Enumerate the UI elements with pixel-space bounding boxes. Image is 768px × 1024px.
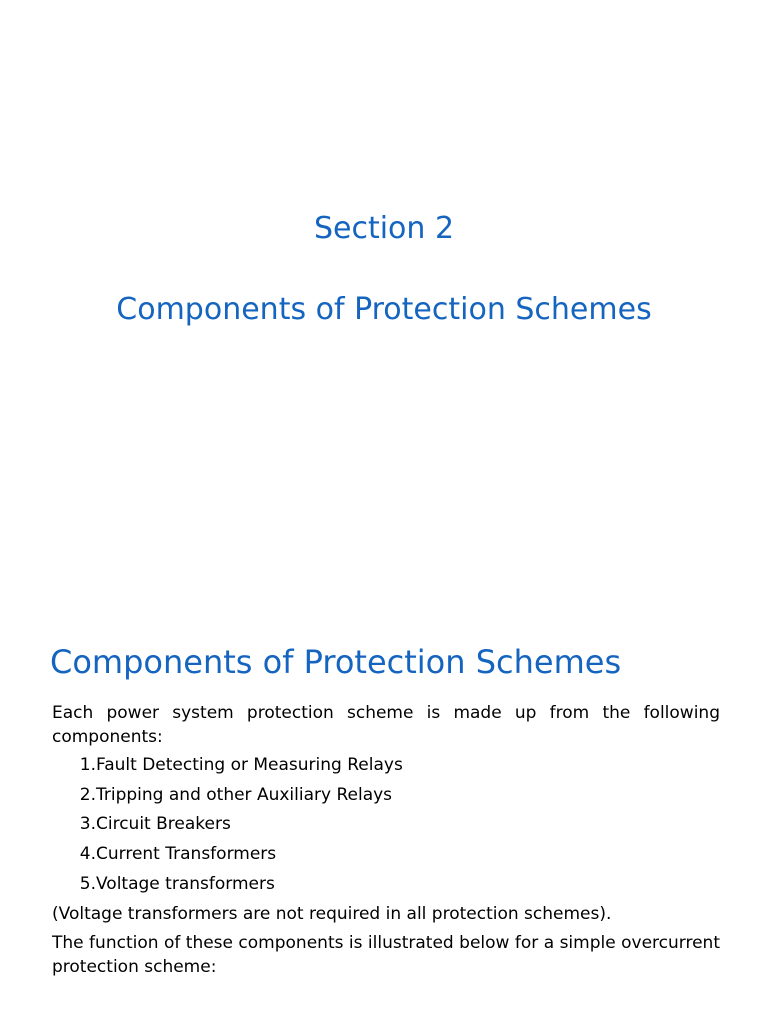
list-item-number: 3. (79, 814, 96, 835)
list-item (52, 783, 393, 813)
list-item-number: 1. (79, 755, 96, 775)
list-item (52, 812, 231, 842)
list-item-label: Tripping and other Auxiliary Relays (96, 784, 393, 805)
list-item-number: 2. (79, 784, 96, 805)
list-item (52, 753, 403, 783)
list-item-label: Current Transformers (96, 844, 277, 865)
list-item-label: Circuit Breakers (96, 814, 231, 835)
slide-heading: Components of Protection Schemes (50, 643, 622, 681)
list-item-label: Fault Detecting or Measuring Relays (96, 755, 403, 775)
component-list (52, 753, 403, 901)
list-item-label: Voltage transformers (96, 873, 275, 894)
note-text: (Voltage transformers are not required in all protection schemes). (52, 904, 612, 924)
list-item (52, 872, 275, 902)
list-item (52, 842, 277, 872)
intro-paragraph: Each power system protection scheme is made up from the following components: (52, 703, 720, 747)
function-paragraph: The function of these components is illustrated below for a simple overcurrent protection scheme: (52, 933, 720, 977)
list-item-number: 5. (79, 873, 96, 894)
section-title: Components of Protection Schemes (116, 292, 652, 327)
list-item-number: 4. (79, 844, 96, 865)
section-number-title: Section 2 (313, 211, 455, 246)
